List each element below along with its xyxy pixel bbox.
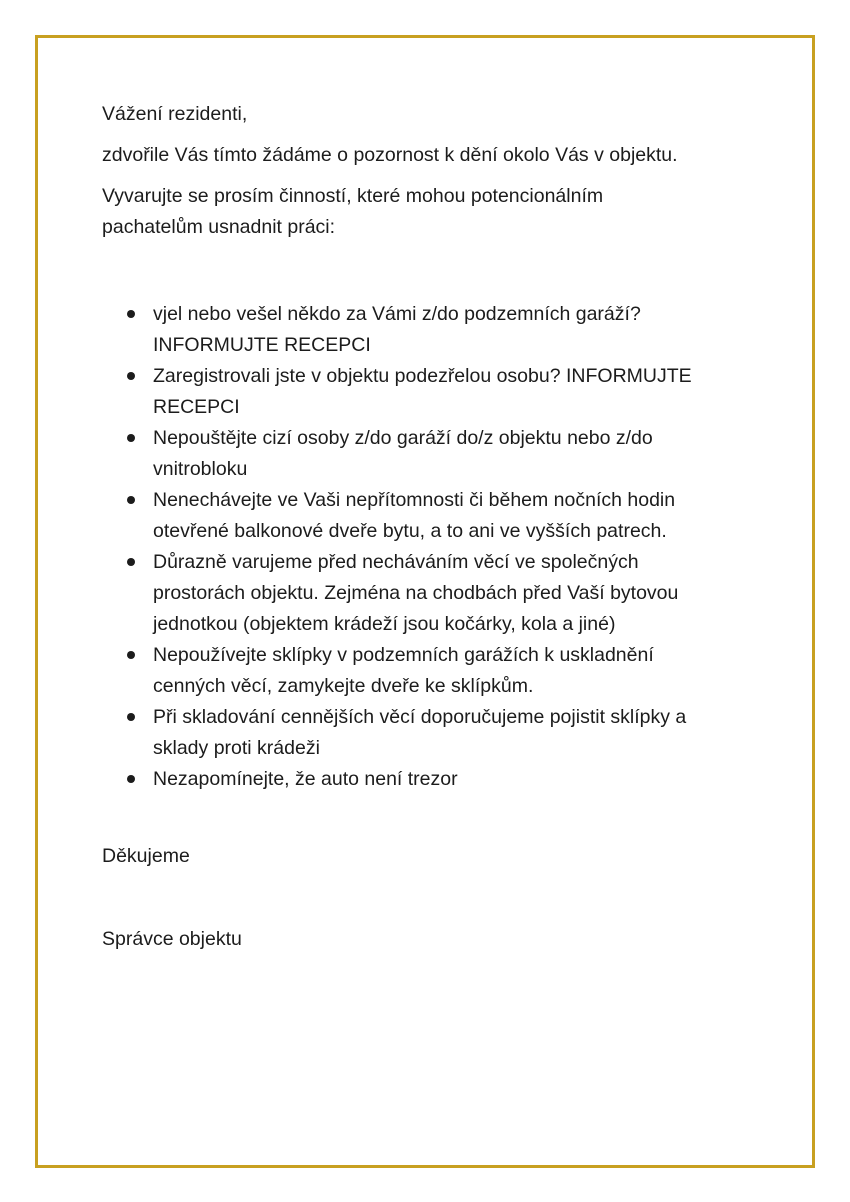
list-item [127, 702, 727, 764]
list-item-text: Důrazně varujeme před necháváním věcí ve společných prostorách objektu. Zejména na chodbách před Vaší bytovou jednotkou (objektem krádeží jsou kočárky, kola a jiné) [153, 551, 679, 635]
bullet-icon [127, 310, 135, 318]
advice-list [127, 299, 727, 795]
list-item-text: Nepouštějte cizí osoby z/do garáží do/z objektu nebo z/do vnitrobloku [153, 427, 653, 480]
list-item [127, 547, 727, 640]
greeting: Vážení rezidenti, [102, 103, 248, 125]
intro-paragraph: zdvořile Vás tímto žádáme o pozornost k dění okolo Vás v objektu. [102, 144, 678, 166]
bullet-icon [127, 372, 135, 380]
list-item-text: Zaregistrovali jste v objektu podezřelou osobu? INFORMUJTE RECEPCI [153, 365, 692, 418]
instruction-paragraph: Vyvarujte se prosím činností, které mohou potencionálním pachatelům usnadnit práci: [102, 185, 604, 238]
bullet-icon [127, 775, 135, 783]
bullet-icon [127, 713, 135, 721]
bullet-icon [127, 434, 135, 442]
bullet-icon [127, 651, 135, 659]
signature-line: Správce objektu [102, 928, 242, 950]
list-item [127, 485, 727, 547]
thanks-line: Děkujeme [102, 845, 190, 867]
bullet-icon [127, 496, 135, 504]
list-item-text: Při skladování cennějších věcí doporučujeme pojistit sklípky a sklady proti krádeži [153, 706, 687, 759]
list-item [127, 361, 727, 423]
list-item-text: Nenechávejte ve Vaši nepřítomnosti či během nočních hodin otevřené balkonové dveře bytu, a to ani ve vyšších patrech. [153, 489, 676, 542]
list-item-text: Nezapomínejte, že auto není trezor [153, 768, 458, 790]
list-item [127, 423, 727, 485]
list-item-text: Nepoužívejte sklípky v podzemních garážích k uskladnění cenných věcí, zamykejte dveře ke sklípkům. [153, 644, 654, 697]
bullet-icon [127, 558, 135, 566]
list-item [127, 299, 727, 361]
letter-body [102, 99, 742, 253]
list-item-text: vjel nebo vešel někdo za Vámi z/do podzemních garáží? INFORMUJTE RECEPCI [153, 303, 641, 356]
list-item [127, 640, 727, 702]
list-item [127, 764, 727, 795]
